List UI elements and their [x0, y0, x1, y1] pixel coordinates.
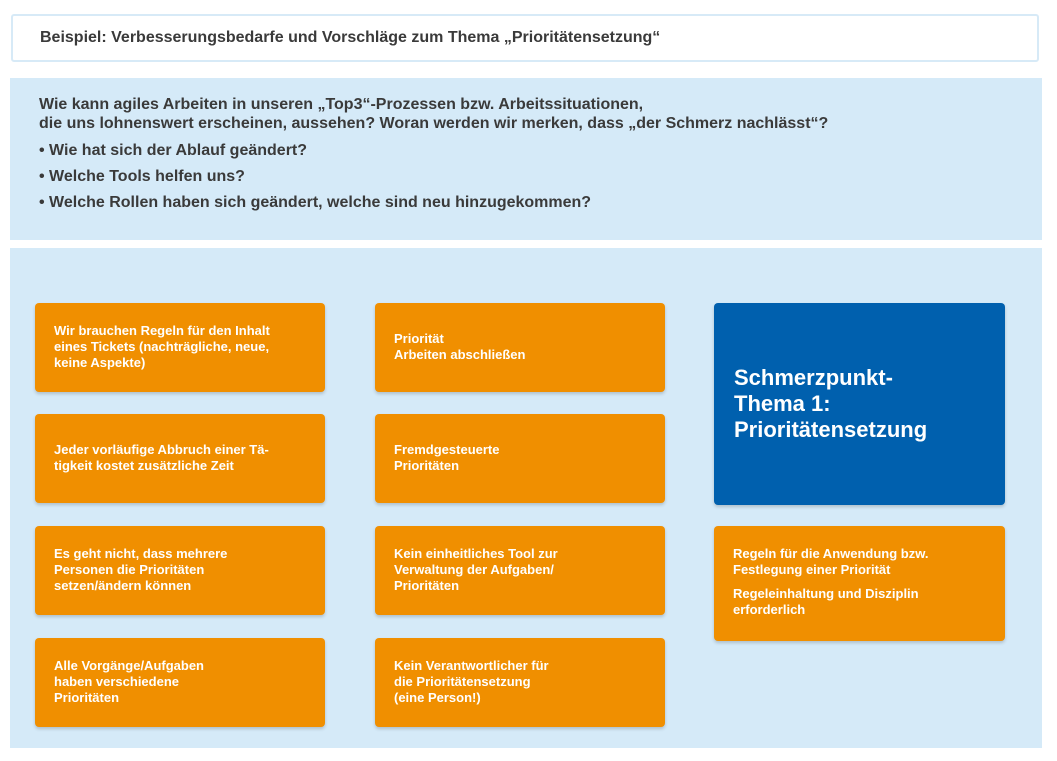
- theme-title-line: Prioritätensetzung: [734, 417, 928, 442]
- problem-card: [35, 303, 325, 392]
- card-text-line: Kein Verantwortlicher für: [394, 658, 549, 673]
- card-text-line: Wir brauchen Regeln für den Inhalt: [54, 323, 270, 338]
- card-text-line: setzen/ändern können: [54, 578, 192, 593]
- card-text-line: Regeleinhaltung und Disziplin: [733, 586, 919, 601]
- card-text-line: Festlegung einer Priorität: [733, 562, 891, 577]
- card-text-line: tigkeit kostet zusätzliche Zeit: [54, 458, 234, 473]
- theme-card: [714, 303, 1005, 505]
- card-text-line: keine Aspekte): [54, 355, 146, 370]
- problem-card: [375, 303, 665, 392]
- card-text-line: Alle Vorgänge/Aufgaben: [54, 658, 204, 673]
- problem-card: [375, 414, 665, 503]
- card-text-line: eines Tickets (nachträgliche, neue,: [54, 339, 270, 354]
- problem-card: [35, 526, 325, 615]
- card-text-line: Es geht nicht, dass mehrere: [54, 546, 228, 561]
- theme-title-line: Thema 1:: [734, 391, 831, 416]
- theme-title-line: Schmerzpunkt-: [734, 365, 893, 390]
- card-text-line: haben verschiedene: [54, 674, 179, 689]
- bullet-item: • Welche Tools helfen uns?: [39, 168, 245, 185]
- problem-card: [375, 638, 665, 727]
- problem-card: [375, 526, 665, 615]
- question-line-1: Wie kann agiles Arbeiten in unseren „Top3“-Prozessen bzw. Arbeitssituationen,: [39, 96, 644, 113]
- question-panel: [10, 78, 1042, 240]
- card-text-line: Prioritäten: [394, 458, 460, 473]
- question-line-2: die uns lohnenswert erscheinen, aussehen? Woran werden wir merken, dass „der Schmerz nachlässt“?: [39, 115, 829, 132]
- bullet-item: • Wie hat sich der Ablauf geändert?: [39, 142, 308, 159]
- problem-card: [35, 414, 325, 503]
- card-text-line: Personen die Prioritäten: [54, 562, 205, 577]
- page-title: Beispiel: Verbesserungsbedarfe und Vorschläge zum Thema „Prioritätensetzung“: [40, 29, 661, 46]
- card-text-line: die Prioritätensetzung: [394, 674, 531, 689]
- card-text-line: Verwaltung der Aufgaben/: [394, 562, 554, 577]
- card-text-line: Regeln für die Anwendung bzw.: [733, 546, 929, 561]
- card-text-line: Fremdgesteuerte: [394, 442, 500, 457]
- card-text-line: (eine Person!): [394, 690, 481, 705]
- card-text-line: erforderlich: [733, 602, 806, 617]
- card-text-line: Prioritäten: [394, 578, 460, 593]
- card-paragraph: [733, 586, 987, 618]
- card-text-line: Arbeiten abschließen: [394, 347, 526, 362]
- title-box: [11, 14, 1039, 62]
- problem-card: [35, 638, 325, 727]
- card-text-line: Jeder vorläufige Abbruch einer Tä-: [54, 442, 269, 457]
- bullet-item: • Welche Rollen haben sich geändert, welche sind neu hinzugekommen?: [39, 194, 592, 211]
- card-text-line: Kein einheitliches Tool zur: [394, 546, 558, 561]
- card-text-line: Prioritäten: [54, 690, 120, 705]
- solution-card: [714, 526, 1005, 641]
- card-text-line: Priorität: [394, 331, 444, 346]
